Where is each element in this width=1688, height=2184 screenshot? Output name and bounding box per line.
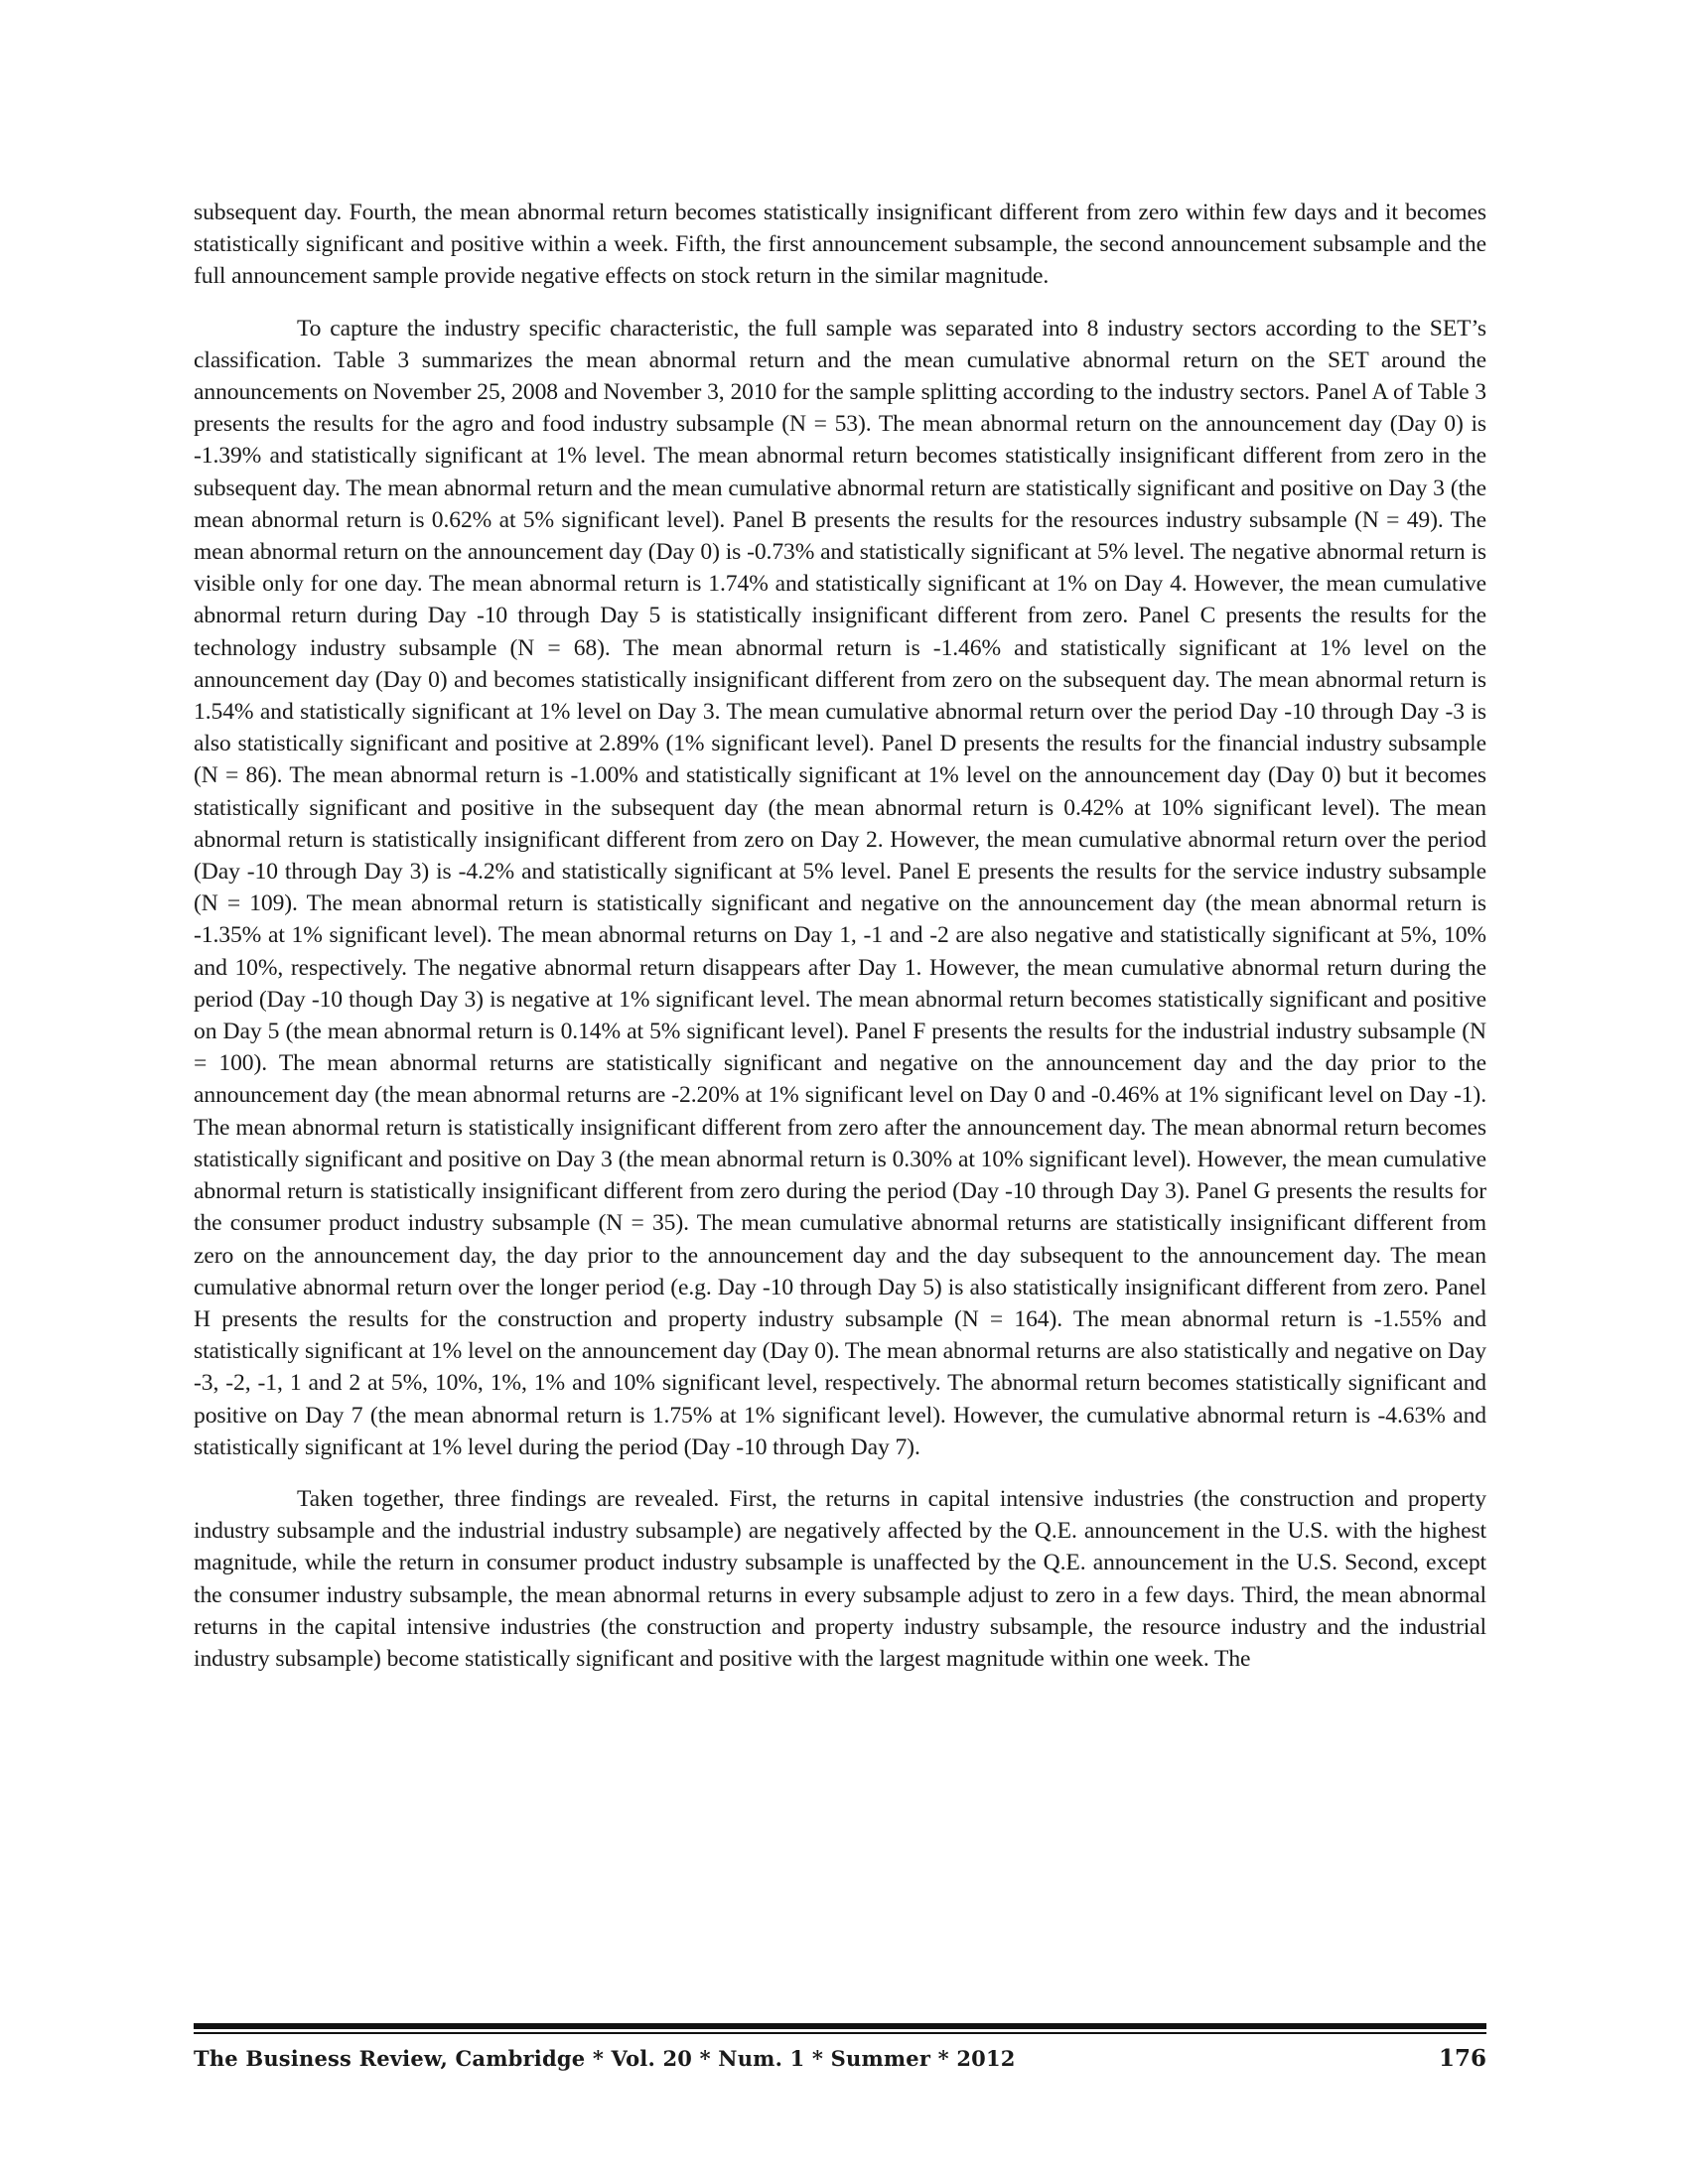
page-body — [194, 197, 1486, 1675]
footer-line — [194, 2045, 1486, 2072]
footer-rule-thick — [194, 2023, 1486, 2029]
footer-rule-thin — [194, 2032, 1486, 2034]
body-paragraph-2: To capture the industry specific characteristic, the full sample was separated into 8 industry sectors according to the SET’s classification. Table 3 summarizes the mean abnormal return and the mean cumulative abnormal return on the SET around the announcements on November 25, 2008 and November 3, 2010 for the sample splitting according to the industry sectors. Panel A of Table 3 presents the results for the agro and food industry subsample (N = 53). The mean abnormal return on the announcement day (Day 0) is -1.39% and statistically significant at 1% level. The mean abnormal return becomes statistically insignificant different from zero in the subsequent day. The mean abnormal return and the mean cumulative abnormal return are statistically significant and positive on Day 3 (the mean abnormal return is 0.62% at 5% significant level). Panel B presents the results for the resources industry subsample (N = 49). The mean abnormal return on the announcement day (Day 0) is -0.73% and statistically significant at 5% level. The negative abnormal return is visible only for one day. The mean abnormal return is 1.74% and statistically significant at 1% on Day 4. However, the mean cumulative abnormal return during Day -10 through Day 5 is statistically insignificant different from zero. Panel C presents the results for the technology industry subsample (N = 68). The mean abnormal return is -1.46% and statistically significant at 1% level on the announcement day (Day 0) and becomes statistically insignificant different from zero on the subsequent day. The mean abnormal return is 1.54% and statistically significant at 1% level on Day 3. The mean cumulative abnormal return over the period Day -10 through Day -3 is also statistically significant and positive at 2.89% (1% significant level). Panel D presents the results for the financial industry subsample (N = 86). The mean abnormal return is -1.00% and statistically significant at 1% level on the announcement day (Day 0) but it becomes statistically significant and positive in the subsequent day (the mean abnormal return is 0.42% at 10% significant level). The mean abnormal return is statistically insignificant different from zero on Day 2. However, the mean cumulative abnormal return over the period (Day -10 through Day 3) is -4.2% and statistically significant at 5% level. Panel E presents the results for the service industry subsample (N = 109). The mean abnormal return is statistically significant and negative on the announcement day (the mean abnormal return is -1.35% at 1% significant level). The mean abnormal returns on Day 1, -1 and -2 are also negative and statistically significant at 5%, 10% and 10%, respectively. The negative abnormal return disappears after Day 1. However, the mean cumulative abnormal return during the period (Day -10 though Day 3) is negative at 1% significant level. The mean abnormal return becomes statistically significant and positive on Day 5 (the mean abnormal return is 0.14% at 5% significant level). Panel F presents the results for the industrial industry subsample (N = 100). The mean abnormal returns are statistically significant and negative on the announcement day and the day prior to the announcement day (the mean abnormal returns are -2.20% at 1% significant level on Day 0 and -0.46% at 1% significant level on Day -1). The mean abnormal return is statistically insignificant different from zero after the announcement day. The mean abnormal return becomes statistically significant and positive on Day 3 (the mean abnormal return is 0.30% at 10% significant level). However, the mean cumulative abnormal return is statistically insignificant different from zero during the period (Day -10 through Day 3). Panel G presents the results for the consumer product industry subsample (N = 35). The mean cumulative abnormal returns are statistically insignificant different from zero on the announcement day, the day prior to the announcement day and the day subsequent to the announcement day. The mean cumulative abnormal return over the longer period (e.g. Day -10 through Day 5) is also statistically insignificant different from zero. Panel H presents the results for the construction and property industry subsample (N = 164). The mean abnormal return is -1.55% and statistically significant at 1% level on the announcement day (Day 0). The mean abnormal returns are also statistically and negative on Day -3, -2, -1, 1 and 2 at 5%, 10%, 1%, 1% and 10% significant level, respectively. The abnormal return becomes statistically significant and positive on Day 7 (the mean abnormal return is 1.75% at 1% significant level). However, the cumulative abnormal return is -4.63% and statistically significant at 1% level during the period (Day -10 through Day 7). — [194, 315, 1486, 1460]
body-paragraph-1: subsequent day. Fourth, the mean abnormal return becomes statistically insignificant different from zero within few days and it becomes statistically significant and positive within a week. Fifth, the first announcement subsample, the second announcement subsample and the full announcement sample provide negative effects on stock return in the similar magnitude. — [194, 200, 1486, 290]
page-number: 176 — [1438, 2045, 1486, 2072]
body-paragraph-3: Taken together, three findings are revealed. First, the returns in capital intensive industries (the construction and property industry subsample and the industrial industry subsample) are negatively affected by the Q.E. announcement in the U.S. with the highest magnitude, while the return in consumer product industry subsample is unaffected by the Q.E. announcement in the U.S. Second, except the consumer industry subsample, the mean abnormal returns in every subsample adjust to zero in a few days. Third, the mean abnormal returns in the capital intensive industries (the construction and property industry subsample, the resource industry and the industrial industry subsample) become statistically significant and positive with the largest magnitude within one week. The — [194, 1485, 1486, 1672]
page-footer — [194, 2023, 1486, 2072]
journal-citation: The Business Review, Cambridge * Vol. 20 * Num. 1 * Summer * 2012 — [194, 2046, 1016, 2071]
